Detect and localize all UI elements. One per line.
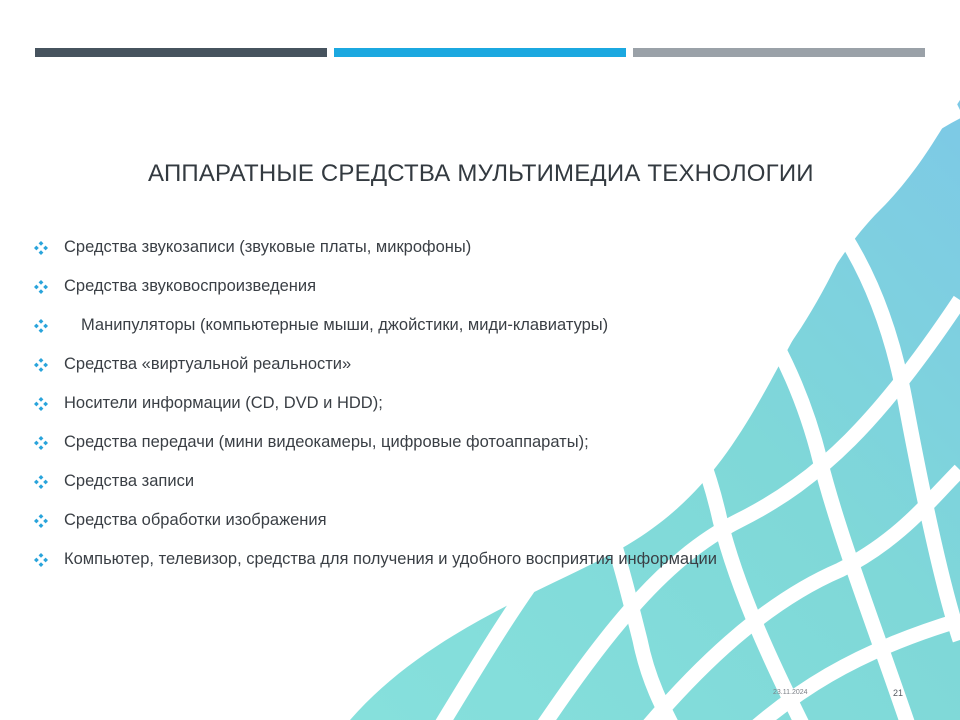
four-diamond-icon <box>34 280 48 294</box>
footer-date: 23.11.2024 <box>773 689 808 696</box>
list-item-text: Средства передачи (мини видеокамеры, цифровые фотоаппараты); <box>64 433 589 451</box>
list-item-text: Средства записи <box>64 472 195 490</box>
four-diamond-icon <box>34 475 48 489</box>
four-diamond-icon <box>34 397 48 411</box>
list-item <box>34 267 717 306</box>
bullet-list <box>34 228 717 579</box>
list-item <box>34 384 717 423</box>
accent-bar-blue <box>334 48 626 57</box>
list-item-text: Средства звукозаписи (звуковые платы, микрофоны) <box>64 238 472 256</box>
list-item <box>34 306 717 345</box>
list-item-text: Манипуляторы (компьютерные мыши, джойстики, миди-клавиатуры) <box>81 316 609 334</box>
four-diamond-icon <box>34 514 48 528</box>
accent-bar-dark <box>35 48 327 57</box>
accent-bar-gray <box>633 48 925 57</box>
list-item <box>34 462 717 501</box>
list-item-text: Компьютер, телевизор, средства для получения и удобного восприятия информации <box>64 550 717 568</box>
page-number: 21 <box>893 688 904 698</box>
list-item <box>34 423 717 462</box>
four-diamond-icon <box>34 436 48 450</box>
list-item <box>34 540 717 579</box>
four-diamond-icon <box>34 241 48 255</box>
list-item-text: Средства «виртуальной реальности» <box>64 355 352 373</box>
list-item <box>34 345 717 384</box>
list-item <box>34 228 717 267</box>
list-item-text: Средства звуковоспроизведения <box>64 277 317 295</box>
list-item-text: Средства обработки изображения <box>64 511 327 529</box>
slide-title: АППАРАТНЫЕ СРЕДСТВА МУЛЬТИМЕДИА ТЕХНОЛОГИИ <box>148 160 814 187</box>
four-diamond-icon <box>34 358 48 372</box>
four-diamond-icon <box>34 553 48 567</box>
list-item <box>34 501 717 540</box>
four-diamond-icon <box>34 319 48 333</box>
list-item-text: Носители информации (CD, DVD и HDD); <box>64 394 383 412</box>
